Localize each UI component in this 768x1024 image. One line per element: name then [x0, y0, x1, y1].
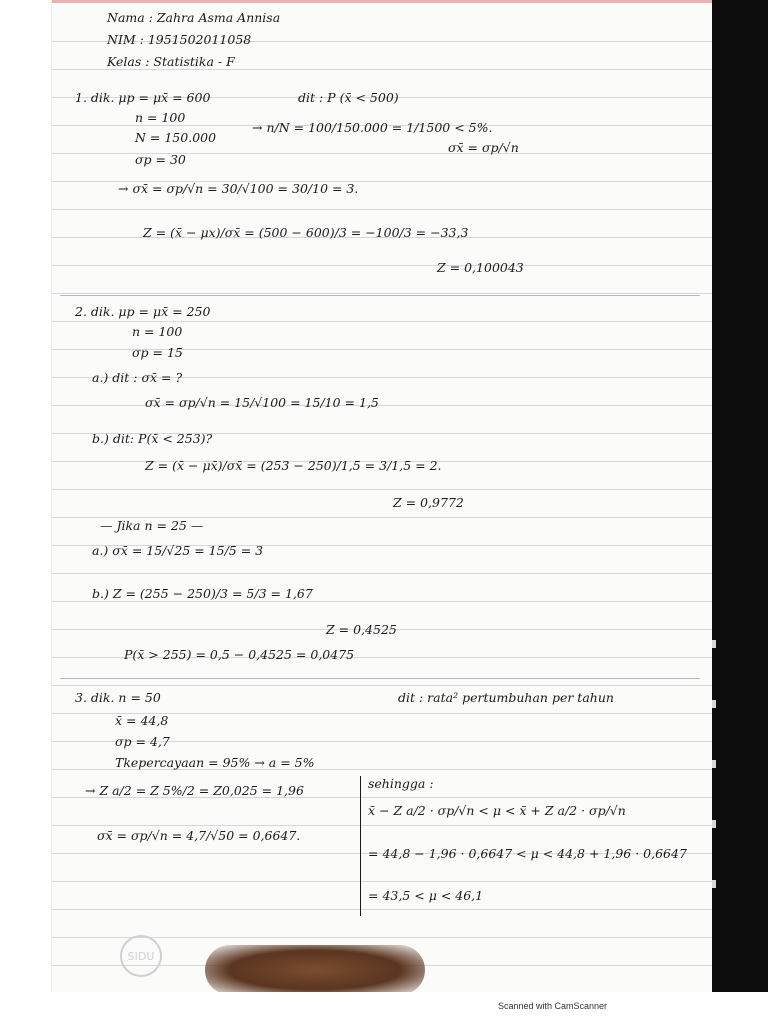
- q1-sigma-xbar: → σx̄ = σp/√n = 30/√100 = 30/10 = 3.: [118, 181, 359, 196]
- q1-N: N = 150.000: [135, 130, 217, 145]
- binding-mark: [712, 640, 716, 648]
- q3-given: 3. dik. n = 50: [75, 690, 161, 705]
- q3-sehingga: sehingga :: [368, 776, 434, 791]
- q2-part-b-answer: Z = (x̄ − μx̄)/σx̄ = (253 − 250)/1,5 = 3/1,5 = 2.: [145, 458, 442, 473]
- binding-mark: [712, 820, 716, 828]
- header-nama: Nama : Zahra Asma Annisa: [107, 10, 281, 25]
- q3-ci-substituted: = 44,8 − 1,96 · 0,6647 < μ < 44,8 + 1,96 · 0,6647: [368, 846, 687, 861]
- q3-xbar: x̄ = 44,8: [115, 713, 169, 728]
- q3-ci-formula: x̄ − Z a/2 · σp/√n < μ < x̄ + Z a/2 · σp/√n: [368, 803, 626, 818]
- q2-given: 2. dik. μp = μx̄ = 250: [75, 304, 211, 319]
- q2-part-a: a.) dit : σx̄ = ?: [92, 370, 183, 385]
- q2-probability: P(x̄ > 255) = 0,5 − 0,4525 = 0,0475: [124, 647, 355, 662]
- notebook-page: [52, 0, 716, 992]
- q1-given: 1. dik. μp = μx̄ = 600: [75, 90, 211, 105]
- scan-footer: [0, 992, 768, 1024]
- q1-n: n = 100: [135, 110, 186, 125]
- binding-mark: [712, 760, 716, 768]
- q1-z-result: Z = 0,100043: [437, 260, 524, 275]
- binding-mark: [712, 880, 716, 888]
- top-margin-line: [52, 0, 716, 3]
- q1-sigma-p: σp = 30: [135, 152, 186, 167]
- q2-jika-n25: — Jika n = 25 —: [100, 518, 204, 533]
- header-nim: NIM : 1951502011058: [107, 32, 252, 47]
- q3-asked: dit : rata² pertumbuhan per tahun: [398, 690, 614, 705]
- q2-n25-part-a: a.) σx̄ = 15/√25 = 15/5 = 3: [92, 543, 264, 558]
- q2-part-a-answer: σx̄ = σp/√n = 15/√100 = 15/10 = 1,5: [145, 395, 379, 410]
- section-divider: [60, 295, 700, 296]
- notebook-logo-stamp: SIDU: [120, 935, 162, 977]
- q2-sigma-p: σp = 15: [132, 345, 183, 360]
- q3-sigma-p: σp = 4,7: [115, 734, 170, 749]
- q3-sigma-xbar: σx̄ = σp/√n = 4,7/√50 = 0,6647.: [97, 828, 301, 843]
- q1-z-calc: Z = (x̄ − μx)/σx̄ = (500 − 600)/3 = −100/3 = −33,3: [143, 225, 469, 240]
- binding-mark: [712, 700, 716, 708]
- dark-background-edge: [712, 0, 768, 1024]
- q2-n25-part-b: b.) Z = (255 − 250)/3 = 5/3 = 1,67: [92, 586, 313, 601]
- section-divider: [60, 678, 700, 679]
- thumb-shadow: [205, 945, 425, 995]
- q3-divider-line: [360, 776, 361, 916]
- q3-z-value: → Z a/2 = Z 5%/2 = Z0,025 = 1,96: [85, 783, 304, 798]
- camscanner-label: Scanned with CamScanner: [498, 1001, 608, 1011]
- q3-confidence: Tkepercayaan = 95% → a = 5%: [115, 755, 315, 770]
- header-kelas: Kelas : Statistika - F: [107, 54, 235, 69]
- q3-ci-result: = 43,5 < μ < 46,1: [368, 888, 484, 903]
- q2-n25-z: Z = 0,4525: [326, 622, 397, 637]
- q2-n: n = 100: [132, 324, 183, 339]
- q2-part-b-z: Z = 0,9772: [393, 495, 464, 510]
- q1-sigma-formula: σx̄ = σp/√n: [448, 140, 519, 155]
- q2-part-b: b.) dit: P(x̄ < 253)?: [92, 431, 213, 446]
- q1-asked: dit : P (x̄ < 500): [298, 90, 399, 105]
- q1-sampling-fraction: → n/N = 100/150.000 = 1/1500 < 5%.: [252, 120, 493, 135]
